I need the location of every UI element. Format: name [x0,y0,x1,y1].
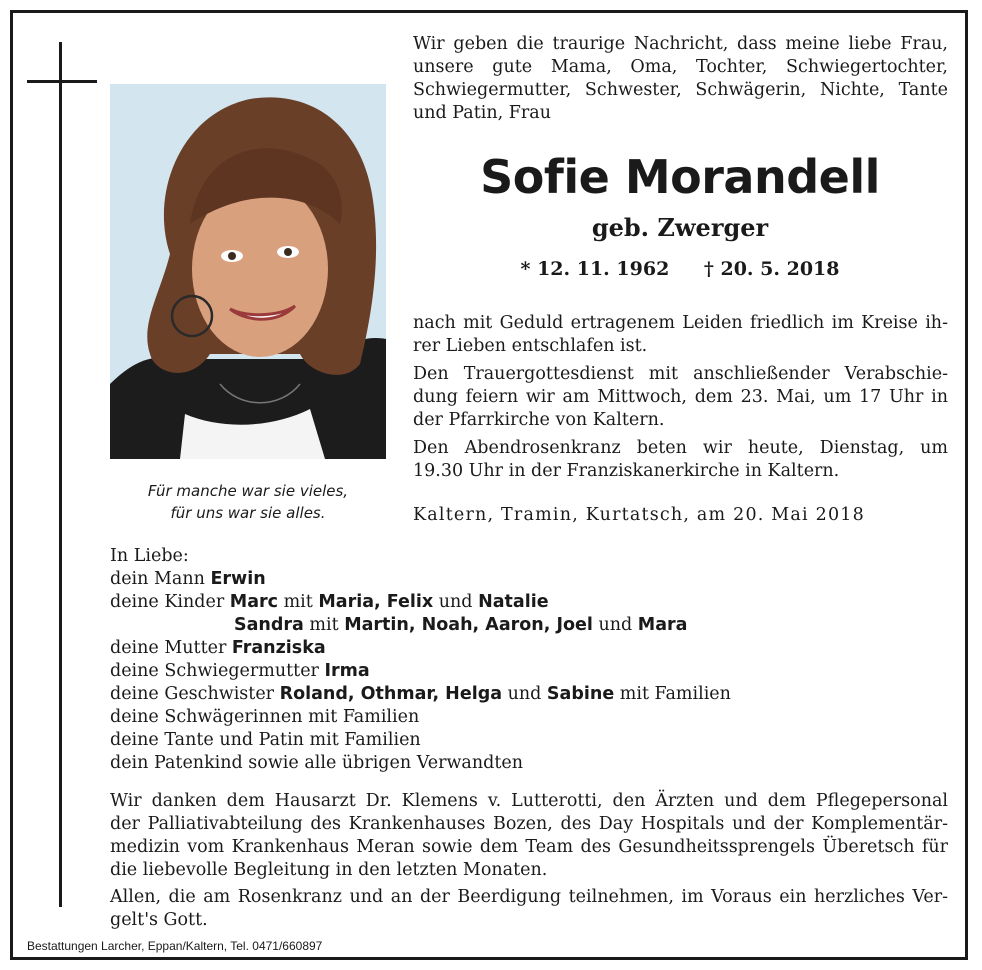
mourner-connector: mit Familien [614,684,731,704]
intro-text [413,33,948,125]
body-paragraph [413,363,948,432]
mourner-connector: und [433,592,479,612]
mourners-list [110,545,870,775]
deceased-name: Sofie Morandell [480,150,880,204]
body-line: der Pfarrkirche von Kaltern. [413,410,665,430]
mourner-line [110,614,870,637]
body-line: Den Abendrosenkranz beten wir heute, Dienstag, um [413,438,948,458]
death-date: † 20. 5. 2018 [703,258,840,280]
caption-line: Für manche war sie vieles, [147,482,349,500]
intro-line: Schwiegermutter, Schwester, Schwägerin, Nichte, Tante [413,80,948,100]
mourner-relation: dein Mann [110,569,211,589]
life-dates [410,255,950,283]
birth-date: * 12. 11. 1962 [520,258,670,280]
intro-line: unsere gute Mama, Oma, Tochter, Schwiegertochter, [413,57,948,77]
mourner-name: Irma [324,661,370,681]
mourner-line [110,591,870,614]
mourner-relation: deine Mutter [110,638,232,658]
thanks-line: gelt's Gott. [110,910,208,930]
mourner-name: Roland, Othmar, Helga [279,684,503,704]
mourner-name: Maria, Felix [318,592,434,612]
mourner-name: Erwin [210,569,266,589]
mourner-name: Mara [637,615,688,635]
body-line: rer Lieben entschlafen ist. [413,336,648,356]
mourner-connector: und [592,615,638,635]
maiden-name: geb. Zwerger [591,213,769,242]
mourner-line: dein Patenkind sowie alle übrigen Verwandten [110,753,523,773]
mourner-name: Franziska [231,638,326,658]
mourner-relation: deine Schwiegermutter [110,661,325,681]
thanks-paragraph [110,886,948,932]
body-paragraph [413,312,948,358]
intro-line: und Patin, Frau [413,103,551,123]
thanks-line: medizin vom Krankenhaus Meran sowie dem Team des Gesundheitssprengels Überetsch für [110,837,948,857]
body-line: 19.30 Uhr in der Franziskanerkirche in Kaltern. [413,461,840,481]
mourner-connector: und [502,684,547,704]
intro-line: Wir geben die traurige Nachricht, dass meine liebe Frau, [413,34,948,54]
mourner-line: deine Schwägerinnen mit Familien [110,707,420,727]
mourner-connector: mit [278,592,319,612]
mourner-name: Sandra [234,615,304,635]
body-line: nach mit Geduld ertragenem Leiden friedlich im Kreise ih- [413,313,948,333]
announcement-body [413,312,948,488]
cross-horizontal-bar [27,80,97,83]
mourner-name: Martin, Noah, Aaron, Joel [344,615,593,635]
mourner-name: Natalie [478,592,549,612]
mourner-name: Sabine [546,684,615,704]
mourners-heading: In Liebe: [110,546,189,566]
mourner-line [110,660,870,683]
thanks-paragraph [110,790,948,882]
mourner-relation: deine Kinder [110,592,230,612]
mourner-line: deine Tante und Patin mit Familien [110,730,421,750]
thanks-section [110,790,948,936]
funeral-home-footer: Bestattungen Larcher, Eppan/Kaltern, Tel. 0471/660897 [27,939,323,953]
caption-line: für uns war sie alles. [170,504,326,522]
mourner-connector: mit [303,615,345,635]
body-line: Den Trauergottesdienst mit anschließender Verabschie- [413,364,948,384]
portrait-illustration [110,84,386,459]
mourner-name: Marc [229,592,279,612]
body-line: dung feiern wir am Mittwoch, dem 23. Mai, um 17 Uhr in [413,387,948,407]
thanks-line: die liebevolle Begleitung in den letzten Monaten. [110,860,548,880]
mourner-line [110,568,870,591]
mourner-line [110,683,870,706]
thanks-line: der Palliativabteilung des Krankenhauses Bozen, des Day Hospitals und der Komplementär- [110,814,948,834]
thanks-line: Wir danken dem Hausarzt Dr. Klemens v. Lutterotti, den Ärzten und dem Pflegepersonal [110,791,948,811]
thanks-line: Allen, die am Rosenkranz und an der Beerdigung teilnehmen, im Voraus ein herzliches Ver- [110,887,948,907]
place-and-date: Kaltern, Tramin, Kurtatsch, am 20. Mai 2018 [413,505,865,525]
mourner-line [110,637,870,660]
cross-vertical-bar [59,42,62,907]
body-paragraph [413,437,948,483]
portrait-photo [110,84,386,459]
mourner-relation: deine Geschwister [110,684,280,704]
photo-caption [110,480,386,524]
